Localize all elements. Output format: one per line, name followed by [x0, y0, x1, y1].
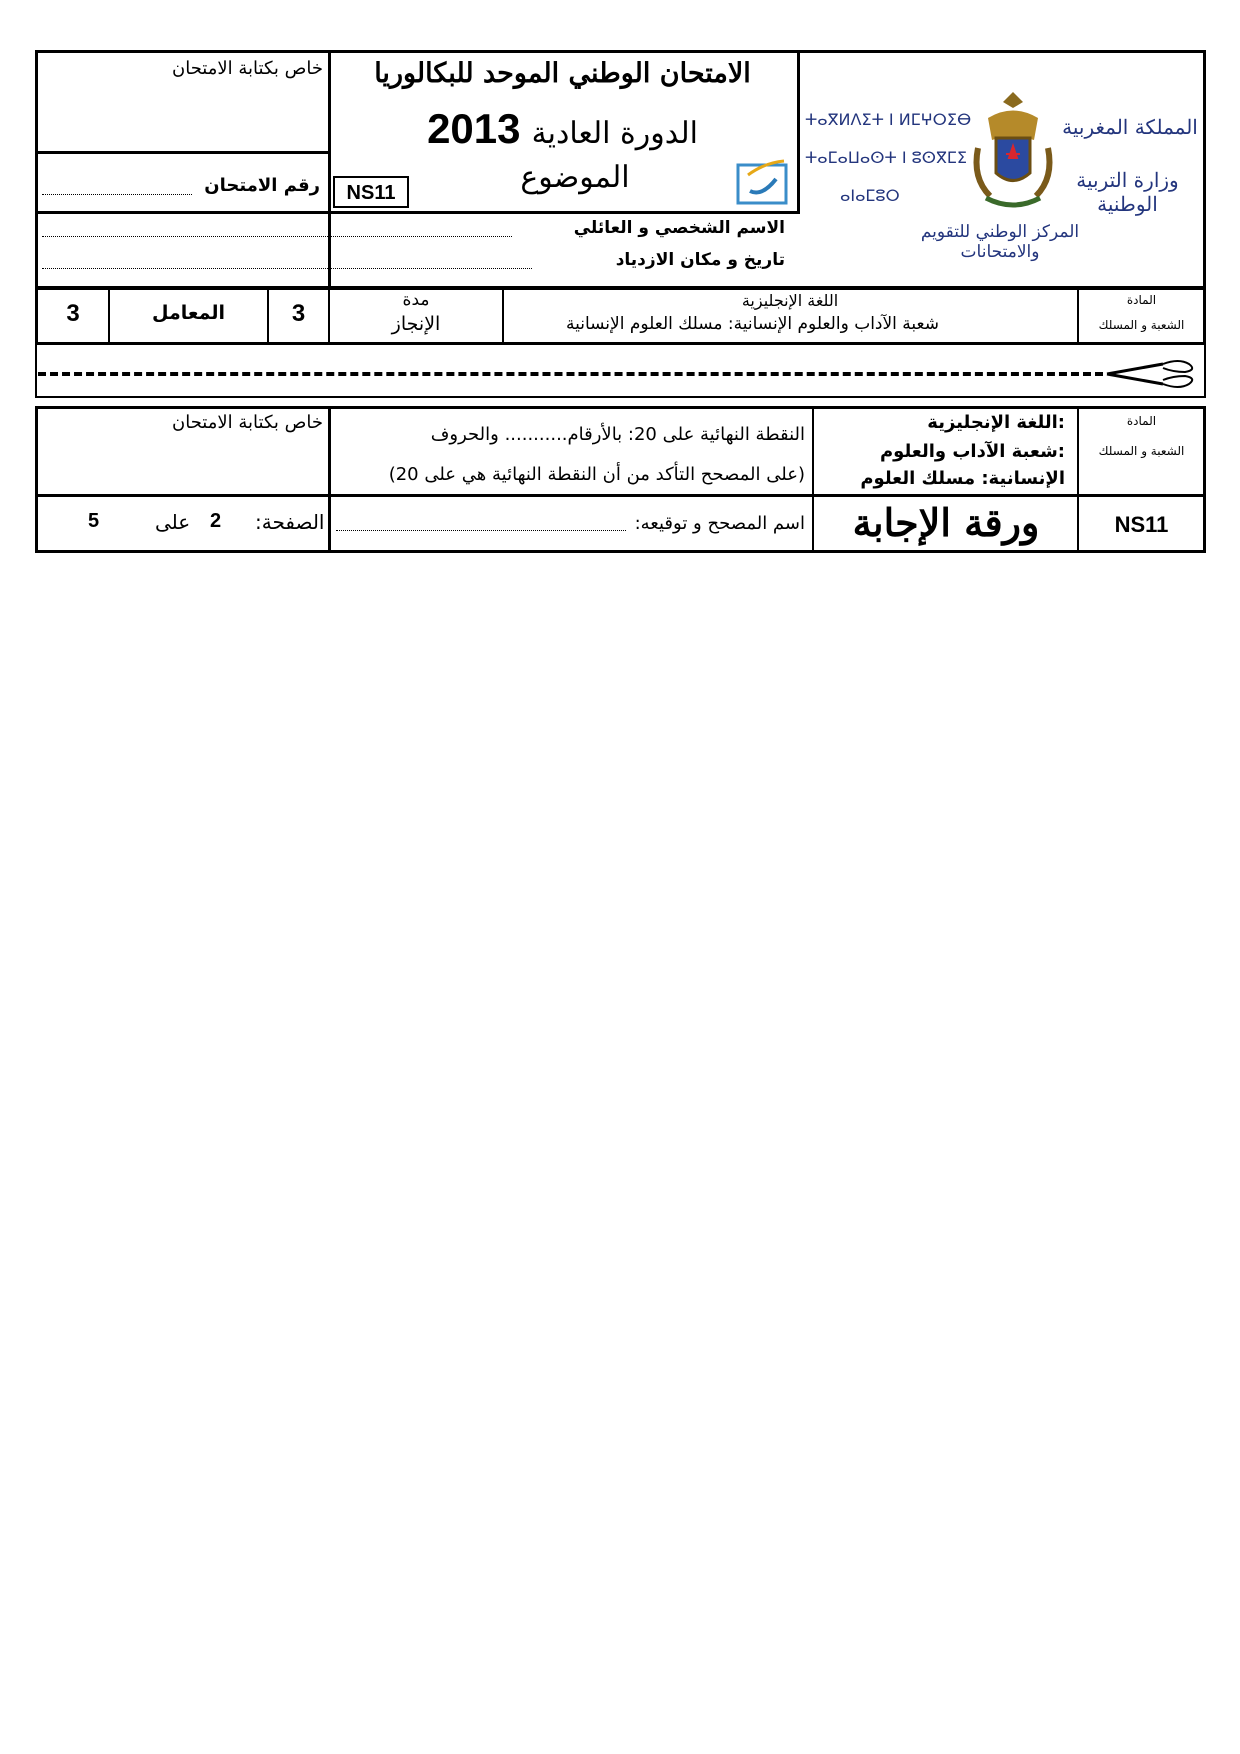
dashed-cut-line	[38, 372, 1103, 376]
page-label: الصفحة:	[255, 510, 325, 534]
session-label: الدورة العادية	[531, 116, 698, 151]
header-divider-left	[328, 50, 331, 289]
as-code: NS11	[1114, 512, 1169, 537]
exam-number-label: رقم الامتحان	[204, 175, 320, 196]
birth-label: تاريخ و مكان الازدياد	[615, 250, 785, 270]
full-name-field[interactable]	[42, 236, 512, 237]
subject-name: اللغة الإنجليزية	[741, 291, 839, 310]
kingdom-label: المملكة المغربية	[1062, 115, 1198, 139]
coat-of-arms-icon	[968, 88, 1058, 218]
subject-key: المادة	[1126, 293, 1157, 307]
as-divider-2	[812, 406, 814, 553]
session-line	[335, 105, 790, 153]
full-name-label: الاسم الشخصي و العائلي	[573, 218, 785, 238]
stream-name: شعبة الآداب والعلوم الإنسانية: مسلك العلوم الإنسانية	[565, 314, 939, 334]
corrector-check-text: (على المصحح التأكد من أن النقطة النهائية هي على 20)	[388, 464, 805, 485]
exam-year: 2013	[427, 105, 521, 152]
answer-sheet-title: ورقة الإجابة	[852, 500, 1040, 545]
as-subject-key: المادة	[1126, 414, 1157, 428]
ministry-label: وزارة التربية الوطنية	[1076, 168, 1179, 216]
as-stream-value-1: :شعبة الآداب والعلوم	[879, 441, 1065, 462]
as-divider-h	[35, 494, 1206, 497]
coefficient-value: 3	[66, 300, 80, 327]
as-subject-value: :اللغة الإنجليزية	[927, 412, 1065, 433]
duration-label-1: مدة	[402, 290, 430, 310]
as-stream-key: الشعبة و المسلك	[1098, 444, 1185, 458]
as-stream-value-2: الإنسانية: مسلك العلوم	[860, 468, 1065, 489]
center-label: المركز الوطني للتقويم والامتحانات	[920, 222, 1080, 262]
scissors-icon	[1105, 356, 1201, 392]
page-of: على	[155, 510, 191, 534]
final-grade-text: النقطة النهائية على 20: بالأرقام........... والحروف	[430, 424, 805, 445]
corrector-name-label: اسم المصحح و توقيعه:	[634, 513, 805, 534]
subject-label: الموضوع	[520, 160, 630, 195]
header-divider-mid-left	[35, 151, 330, 154]
stream-key: الشعبة و المسلك	[1098, 318, 1185, 332]
exam-number-field[interactable]	[42, 194, 192, 195]
info-divider-4	[502, 287, 504, 345]
as-exam-writing-only-label: خاص بكتابة الامتحان	[171, 412, 323, 433]
coefficient-label: المعامل	[152, 302, 225, 324]
exam-title: الامتحان الوطني الموحد للبكالوريا	[374, 58, 751, 89]
page-total: 5	[88, 510, 100, 532]
tifinagh-line-3: ⴰⵏⴰⵎⵓⵔ	[840, 186, 900, 205]
header-divider-name-row	[35, 211, 800, 214]
header-divider-right	[797, 50, 800, 213]
subject-code-box	[333, 176, 409, 208]
page-indicator	[40, 510, 325, 540]
as-divider-1	[328, 406, 331, 553]
tifinagh-line-1: ⵜⴰⴳⵍⴷⵉⵜ ⵏ ⵍⵎⵖⵔⵉⴱ	[805, 110, 972, 129]
exam-writing-only-label: خاص بكتابة الامتحان	[171, 58, 323, 79]
page-current: 2	[210, 510, 222, 532]
subject-code: NS11	[346, 182, 396, 204]
cnem-logo-icon	[734, 157, 792, 207]
birth-field[interactable]	[42, 268, 532, 269]
duration-value: 3	[291, 300, 306, 327]
tifinagh-line-2: ⵜⴰⵎⴰⵡⴰⵙⵜ ⵏ ⵓⵙⴳⵎⵉ	[805, 148, 967, 167]
duration-label-2: الإنجاز	[391, 313, 441, 335]
corrector-name-field[interactable]	[336, 530, 626, 531]
